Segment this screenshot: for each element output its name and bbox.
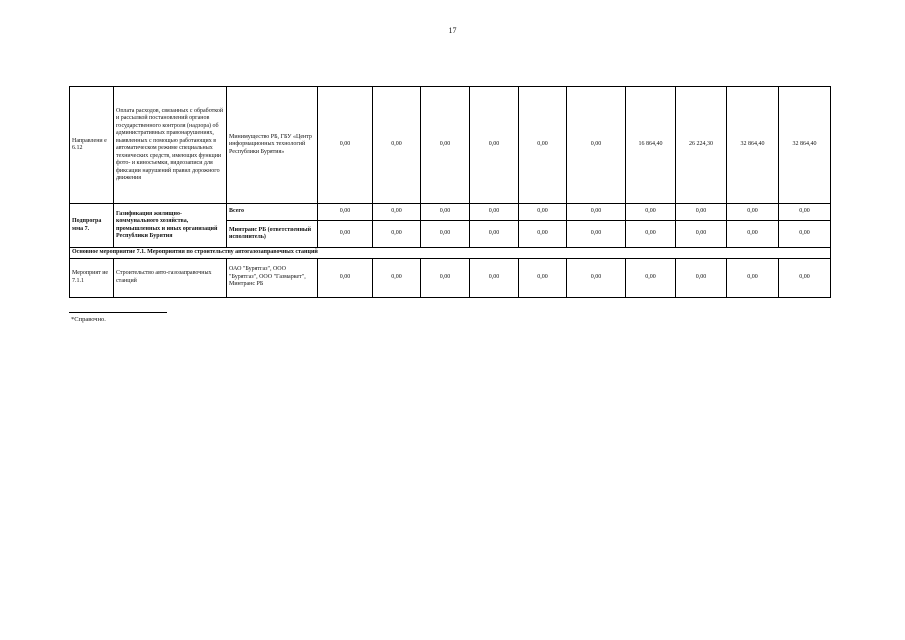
row-executor: ОАО "Бурятгаз", ООО "Бурятгаз", ООО "Газмаркет", Минтранс РБ bbox=[227, 258, 318, 297]
value-cell: 0,00 bbox=[727, 221, 779, 248]
row-executor: Минимущество РБ, ГБУ «Центр информационных технологий Республики Бурятия» bbox=[227, 87, 318, 204]
value-cell: 16 864,40 bbox=[626, 87, 676, 204]
budget-table bbox=[69, 86, 831, 298]
value-cell: 0,00 bbox=[421, 87, 470, 204]
value-cell: 26 224,30 bbox=[676, 87, 727, 204]
value-cell: 0,00 bbox=[318, 87, 373, 204]
value-cell: 0,00 bbox=[470, 258, 519, 297]
footnote-divider bbox=[69, 312, 167, 313]
value-cell: 0,00 bbox=[519, 258, 567, 297]
value-cell: 0,00 bbox=[626, 204, 676, 221]
table-row bbox=[70, 204, 831, 221]
value-cell: 0,00 bbox=[373, 87, 421, 204]
row-code: Направлени е 6.12 bbox=[70, 87, 114, 204]
row-name: Газификация жилищно-коммунального хозяйства, промышленных и иных организаций Республики Бурятия bbox=[114, 204, 227, 248]
table-row bbox=[70, 258, 831, 297]
value-cell: 0,00 bbox=[470, 87, 519, 204]
row-name: Оплата расходов, связанных с обработкой и рассылкой постановлений органов государственного контроля (надзора) об административных правонарушениях, выявленных с помощью работающих в автоматическом режиме специальных технических средств, имеющих функции фото- и киносъемки, видеозаписи для фиксации нарушений правил дорожного движения bbox=[114, 87, 227, 204]
value-cell: 0,00 bbox=[567, 258, 626, 297]
section-heading: Основное мероприятие 7.1. Мероприятия по строительству автогазозаправочных станций bbox=[70, 248, 831, 259]
value-cell: 0,00 bbox=[567, 221, 626, 248]
section-row bbox=[70, 248, 831, 259]
value-cell: 0,00 bbox=[727, 204, 779, 221]
row-executor: Минтранс РБ (ответственный исполнитель) bbox=[227, 221, 318, 248]
value-cell: 0,00 bbox=[373, 204, 421, 221]
value-cell: 0,00 bbox=[519, 221, 567, 248]
value-cell: 0,00 bbox=[676, 221, 727, 248]
value-cell: 0,00 bbox=[318, 204, 373, 221]
value-cell: 0,00 bbox=[519, 204, 567, 221]
value-cell: 0,00 bbox=[470, 204, 519, 221]
value-cell: 0,00 bbox=[567, 204, 626, 221]
row-executor: Всего bbox=[227, 204, 318, 221]
value-cell: 0,00 bbox=[519, 87, 567, 204]
value-cell: 0,00 bbox=[626, 258, 676, 297]
row-code: Мероприят ие 7.1.1 bbox=[70, 258, 114, 297]
value-cell: 0,00 bbox=[676, 204, 727, 221]
table-row bbox=[70, 87, 831, 204]
value-cell: 0,00 bbox=[318, 221, 373, 248]
value-cell: 0,00 bbox=[779, 221, 831, 248]
value-cell: 32 864,40 bbox=[779, 87, 831, 204]
value-cell: 0,00 bbox=[779, 204, 831, 221]
row-code: Подпрогра мма 7. bbox=[70, 204, 114, 248]
footnote: *Справочно. bbox=[71, 316, 106, 323]
value-cell: 0,00 bbox=[373, 258, 421, 297]
value-cell: 0,00 bbox=[421, 221, 470, 248]
value-cell: 0,00 bbox=[779, 258, 831, 297]
value-cell: 0,00 bbox=[567, 87, 626, 204]
value-cell: 0,00 bbox=[470, 221, 519, 248]
value-cell: 0,00 bbox=[373, 221, 421, 248]
row-name: Строительство авто-газозаправочных станций bbox=[114, 258, 227, 297]
value-cell: 0,00 bbox=[421, 258, 470, 297]
value-cell: 0,00 bbox=[626, 221, 676, 248]
value-cell: 0,00 bbox=[421, 204, 470, 221]
value-cell: 0,00 bbox=[727, 258, 779, 297]
value-cell: 32 864,40 bbox=[727, 87, 779, 204]
value-cell: 0,00 bbox=[676, 258, 727, 297]
page-number: 17 bbox=[448, 26, 457, 35]
value-cell: 0,00 bbox=[318, 258, 373, 297]
